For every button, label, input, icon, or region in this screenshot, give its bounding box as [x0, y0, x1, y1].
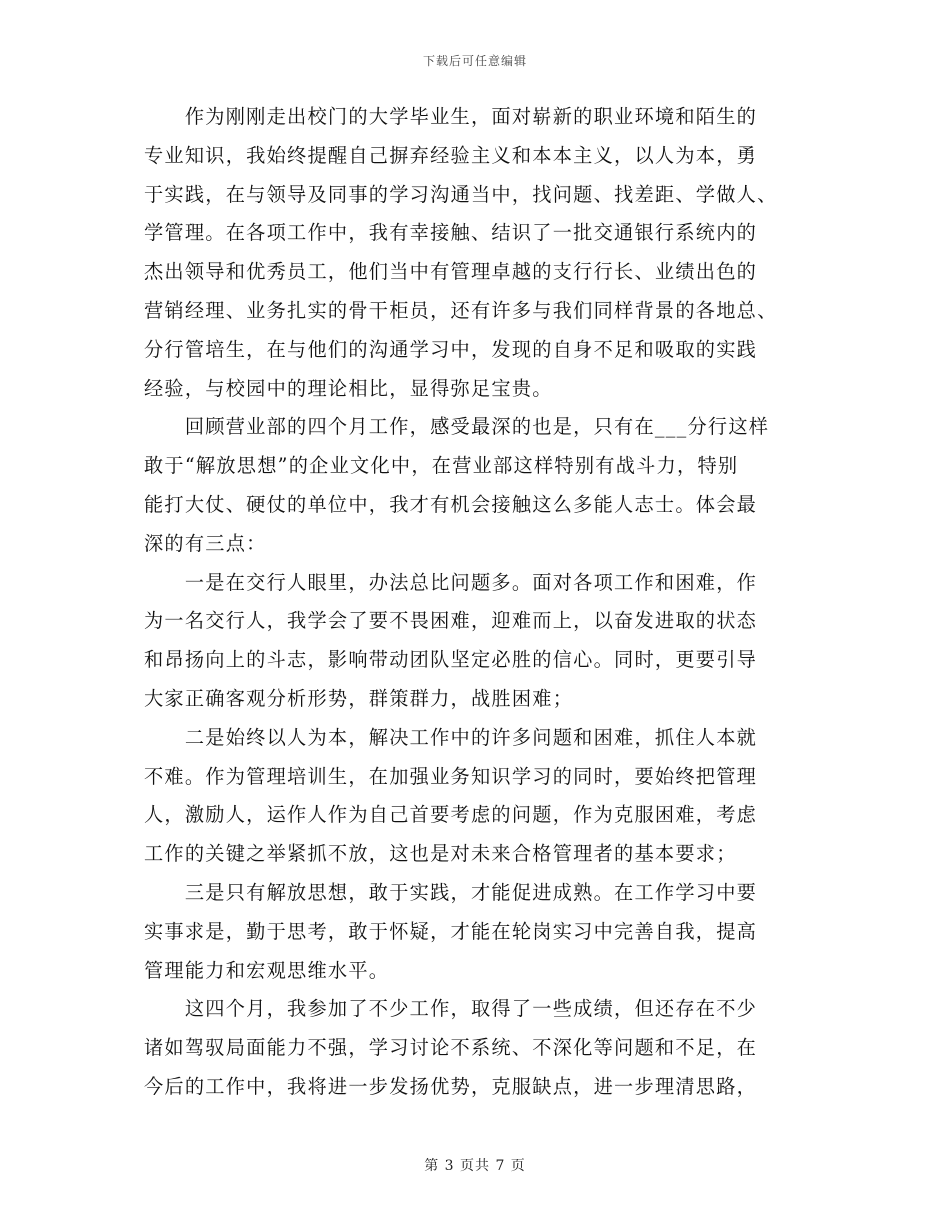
- text-line: 于实践，在与领导及同事的学习沟通当中，找问题、找差距、学做人、: [144, 182, 778, 206]
- text-line: 专业知识，我始终提醒自己摒弃经验主义和本本主义，以人为本，勇: [144, 143, 758, 167]
- document-body: [144, 98, 809, 1107]
- text-line: 一是在交行人眼里，办法总比问题多。面对各项工作和困难，作: [144, 570, 758, 594]
- text-line: 回顾营业部的四个月工作，感受最深的也是，只有在___分行这样: [144, 415, 770, 439]
- paragraph-1: [144, 98, 809, 408]
- text-line: 不难。作为管理培训生，在加强业务知识学习的同时，要始终把管理: [144, 764, 758, 788]
- text-line: 三是只有解放思想，敢于实践，才能促进成熟。在工作学习中要: [144, 880, 758, 904]
- text-line: 能打大仗、硬仗的单位中，我才有机会接触这么多能人志士。体会最: [144, 492, 758, 516]
- text-line: 学管理。在各项工作中，我有幸接触、结识了一批交通银行系统内的: [144, 221, 758, 245]
- text-line: 杰出领导和优秀员工，他们当中有管理卓越的支行行长、业绩出色的: [144, 260, 758, 284]
- text-line: 和昂扬向上的斗志，影响带动团队坚定必胜的信心。同时，更要引导: [144, 648, 758, 672]
- text-line: 实事求是，勤于思考，敢于怀疑，才能在轮岗实习中完善自我，提高: [144, 919, 758, 943]
- text-line: 工作的关键之举紧抓不放，这也是对未来合格管理者的基本要求；: [144, 842, 737, 866]
- paragraph-5: [144, 874, 809, 990]
- text-line: 作为刚刚走出校门的大学毕业生，面对崭新的职业环境和陌生的: [144, 105, 758, 128]
- text-line: 深的有三点：: [144, 531, 267, 555]
- text-line: 管理能力和宏观思维水平。: [144, 958, 390, 982]
- paragraph-2: [144, 408, 809, 563]
- page-header: 下载后可任意编辑: [422, 54, 527, 68]
- text-line: 大家正确客观分析形势，群策群力，战胜困难；: [144, 686, 574, 710]
- text-line: 为一名交行人，我学会了要不畏困难，迎难而上，以奋发进取的状态: [144, 609, 758, 633]
- text-line: 敢于“解放思想”的企业文化中，在营业部这样特别有战斗力，特别: [144, 454, 739, 478]
- text-line: 今后的工作中，我将进一步发扬优势，克服缺点，进一步理清思路，: [144, 1074, 758, 1098]
- text-line: 分行管培生，在与他们的沟通学习中，发现的自身不足和吸取的实践: [144, 337, 758, 361]
- page-number: 第 3 页共 7 页: [424, 1158, 526, 1174]
- text-line: 人，激励人，运作人作为自己首要考虑的问题，作为克服困难，考虑: [144, 803, 758, 827]
- text-line: 营销经理、业务扎实的骨干柜员，还有许多与我们同样背景的各地总、: [144, 298, 778, 322]
- text-line: 这四个月，我参加了不少工作，取得了一些成绩，但还存在不少: [144, 997, 758, 1021]
- text-line: 诸如驾驭局面能力不强，学习讨论不系统、不深化等问题和不足，在: [144, 1036, 758, 1060]
- text-line: 二是始终以人为本，解决工作中的许多问题和困难，抓住人本就: [144, 725, 758, 749]
- paragraph-4: [144, 719, 809, 874]
- text-line: 经验，与校园中的理论相比，显得弥足宝贵。: [144, 376, 553, 400]
- paragraph-6: [144, 990, 809, 1106]
- paragraph-3: [144, 564, 809, 719]
